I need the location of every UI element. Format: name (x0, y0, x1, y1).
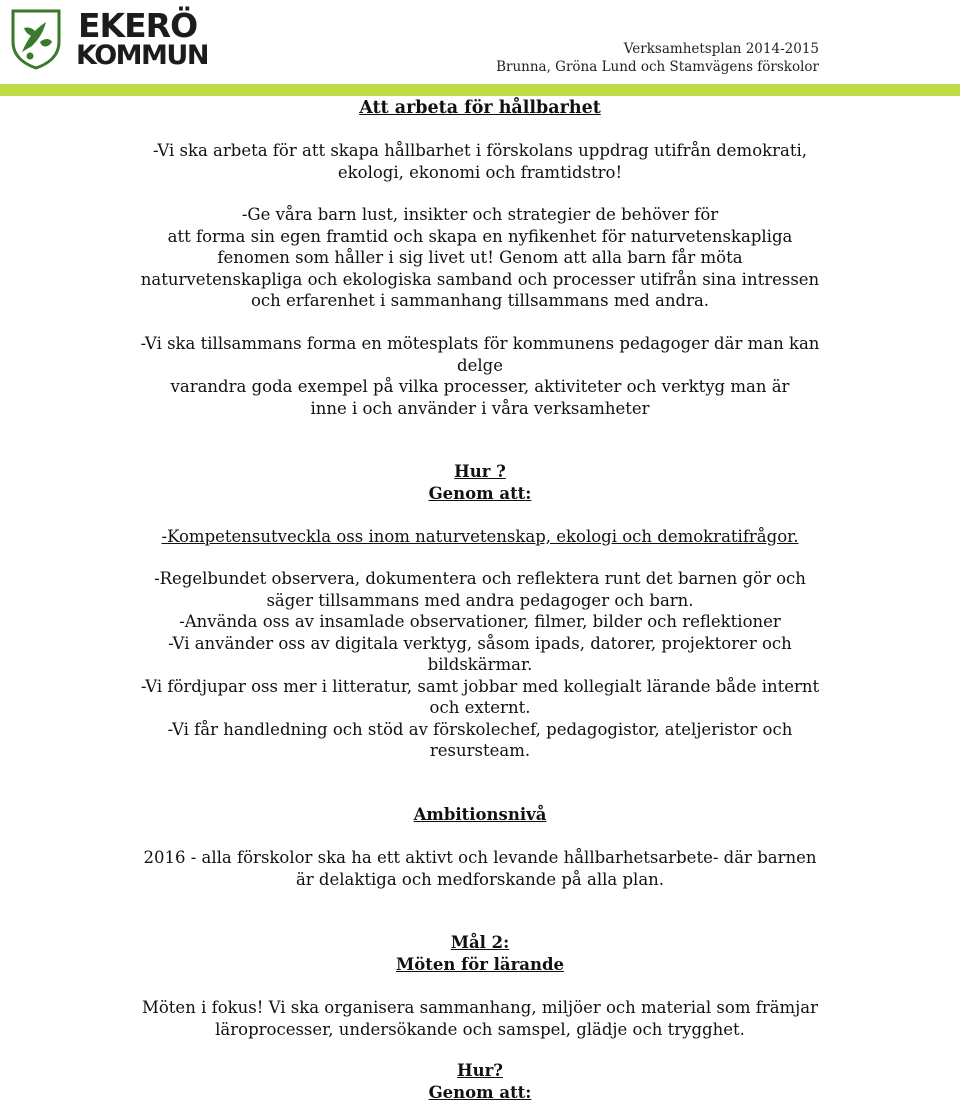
list-item: -Vi får handledning och stöd av förskolechef, pedagogistor, ateljeristor och (0, 719, 960, 741)
list-item: -Använda oss av insamlade observationer, filmer, bilder och reflektioner (0, 611, 960, 633)
list-item: -Kompetensutveckla oss inom naturvetenskap, ekologi och demokratifrågor. (0, 526, 960, 548)
by-heading: Genom att: (0, 1082, 960, 1103)
ambition-heading: Ambitionsnivå (0, 804, 960, 826)
paragraph-line: läroprocesser, undersökande och samspel, glädje och trygghet. (0, 1019, 960, 1041)
paragraph-line: naturvetenskapliga och ekologiska samband och processer utifrån sina intressen (0, 269, 960, 291)
by-heading: Genom att: (0, 483, 960, 505)
paragraph-line: att forma sin egen framtid och skapa en nyfikenhet för naturvetenskapliga (0, 226, 960, 248)
list-item: -Regelbundet observera, dokumentera och reflektera runt det barnen gör och (0, 568, 960, 590)
paragraph-line: varandra goda exempel på vilka processer, aktiviteter och verktyg man är (0, 376, 960, 398)
list-item: resursteam. (0, 740, 960, 762)
page-header (0, 0, 960, 86)
paragraph-line: Möten i fokus! Vi ska organisera sammanhang, miljöer och material som främjar (0, 997, 960, 1019)
paragraph-line: inne i och använder i våra verksamheter (0, 398, 960, 420)
paragraph-line: ekologi, ekonomi och framtidstro! (0, 162, 960, 184)
paragraph-line: -Ge våra barn lust, insikter och strategier de behöver för (0, 204, 960, 226)
plan-title: Verksamhetsplan 2014-2015 (624, 40, 819, 58)
section-heading-sustainability: Att arbeta för hållbarhet (0, 98, 960, 120)
header-accent-bar (0, 84, 960, 96)
how-heading: Hur ? (0, 461, 960, 483)
list-item: -Vi fördjupar oss mer i litteratur, samt jobbar med kollegialt lärande både internt (0, 676, 960, 698)
paragraph-line: 2016 - alla förskolor ska ha ett aktivt och levande hållbarhetsarbete- där barnen (0, 847, 960, 869)
how-heading: Hur? (0, 1060, 960, 1082)
ekero-kommun-logo (10, 6, 210, 70)
list-item: -Vi använder oss av digitala verktyg, såsom ipads, datorer, projektorer och (0, 633, 960, 655)
paragraph-line: och erfarenhet i sammanhang tillsammans med andra. (0, 290, 960, 312)
paragraph-line: delge (0, 355, 960, 377)
paragraph-line: fenomen som håller i sig livet ut! Genom att alla barn får möta (0, 247, 960, 269)
logo-wordmark-line2: KOMMUN (76, 40, 208, 71)
goal-title: Möten för lärande (0, 954, 960, 976)
list-item: och externt. (0, 697, 960, 719)
list-item: bildskärmar. (0, 654, 960, 676)
paragraph-line: -Vi ska arbeta för att skapa hållbarhet i förskolans uppdrag utifrån demokrati, (0, 140, 960, 162)
plan-subtitle: Brunna, Gröna Lund och Stamvägens förskolor (496, 58, 819, 76)
paragraph-line: -Vi ska tillsammans forma en mötesplats för kommunens pedagoger där man kan (0, 333, 960, 355)
list-item: säger tillsammans med andra pedagoger och barn. (0, 590, 960, 612)
coat-of-arms-icon (10, 8, 62, 70)
goal-label: Mål 2: (0, 932, 960, 954)
paragraph-line: är delaktiga och medforskande på alla plan. (0, 869, 960, 891)
logo-wordmark-line1: EKERÖ (78, 6, 197, 45)
